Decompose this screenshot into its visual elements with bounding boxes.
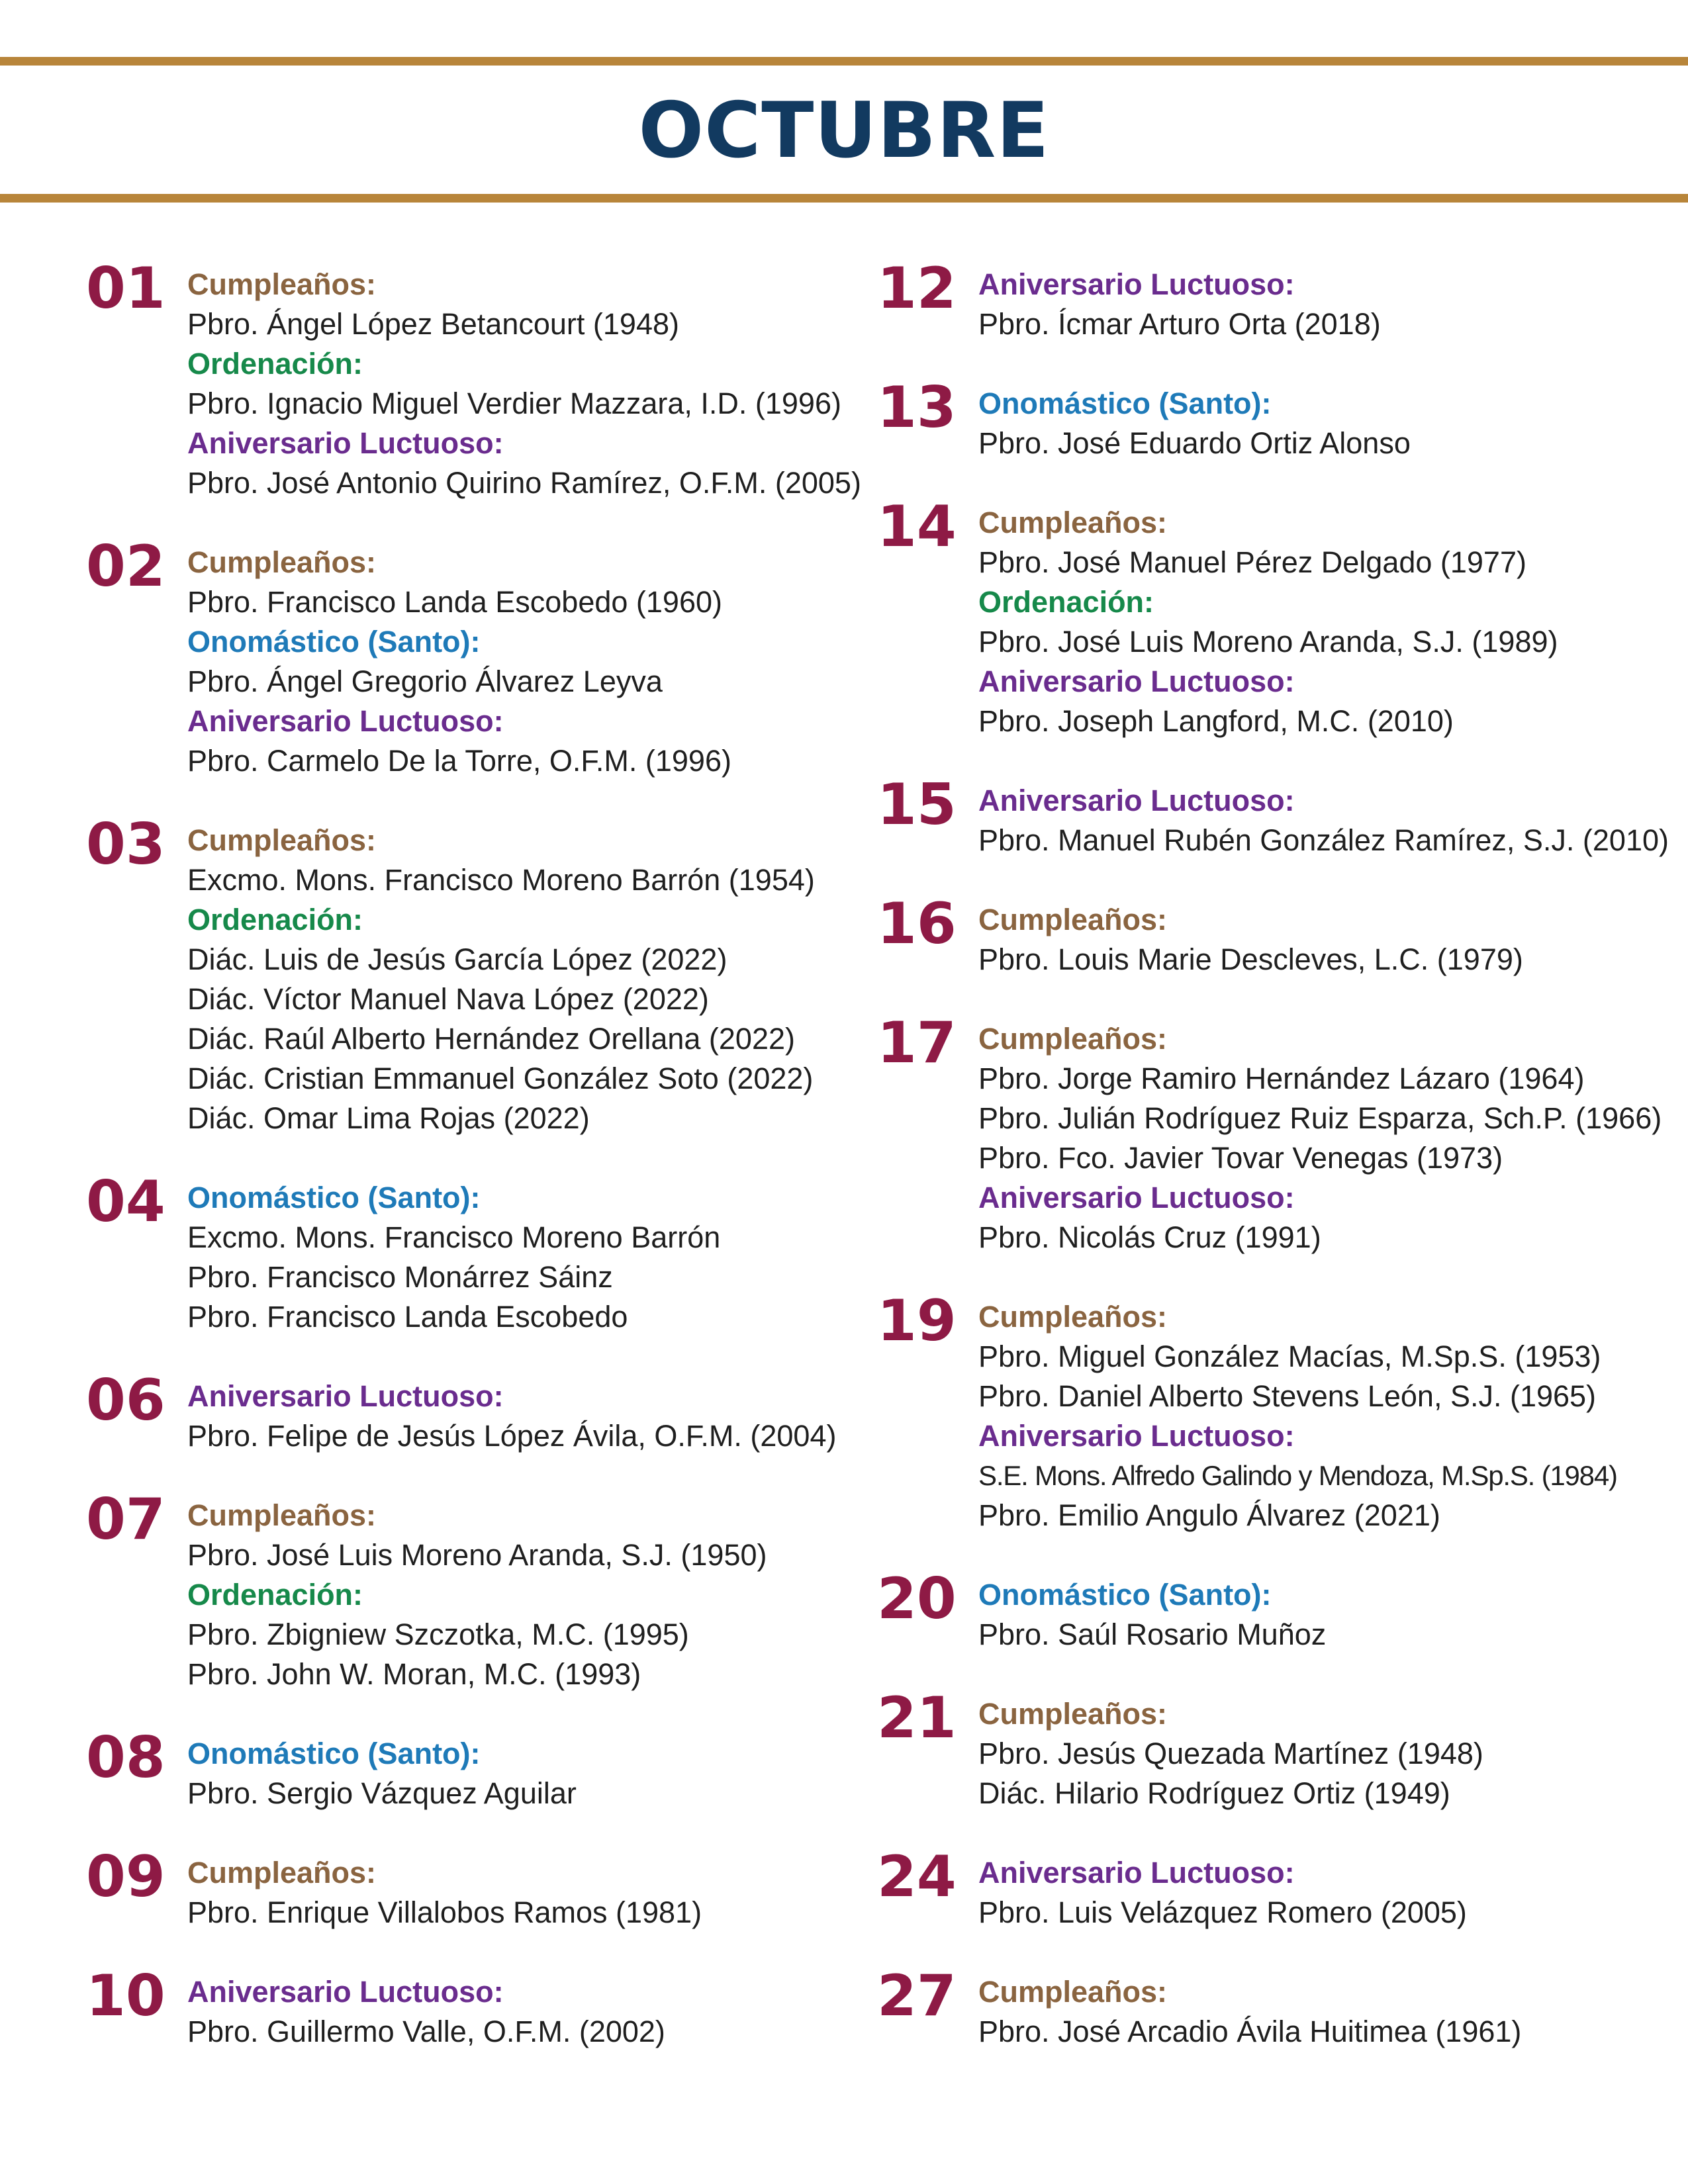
category-heading-cumple: Cumpleaños: (978, 1022, 1168, 1056)
person-name: Pbro. Francisco Landa Escobedo (1960) (187, 585, 722, 619)
person-name: Excmo. Mons. Francisco Moreno Barrón (1954) (187, 863, 815, 897)
page-title: OCTUBRE (638, 86, 1050, 175)
category-heading-luct: Aniversario Luctuoso: (978, 1181, 1295, 1214)
category-heading-orden: Ordenación: (187, 903, 363, 936)
category-heading-onom: Onomástico (Santo): (187, 1737, 481, 1770)
person-name: Pbro. John W. Moran, M.C. (1993) (187, 1657, 641, 1691)
category-heading-cumple: Cumpleaños: (187, 545, 377, 579)
person-name: Diác. Hilario Rodríguez Ortiz (1949) (978, 1776, 1450, 1810)
person-name: Pbro. Jesús Quezada Martínez (1948) (978, 1737, 1483, 1770)
entry-lines (978, 503, 1558, 741)
day-number: 19 (877, 1288, 957, 1354)
day-number: 13 (877, 375, 957, 441)
day-number: 04 (86, 1169, 165, 1235)
entry-lines (978, 265, 1381, 344)
entry-lines (978, 384, 1411, 463)
person-name: Diác. Cristian Emmanuel González Soto (2022) (187, 1062, 814, 1095)
person-name: Pbro. Julián Rodríguez Ruiz Esparza, Sch.P. (1966) (978, 1101, 1662, 1135)
category-heading-onom: Onomástico (Santo): (978, 1578, 1272, 1612)
category-heading-onom: Onomástico (Santo): (187, 625, 481, 659)
day-number: 16 (877, 891, 957, 957)
category-heading-onom: Onomástico (Santo): (187, 1181, 481, 1214)
person-name: Diác. Omar Lima Rojas (2022) (187, 1101, 590, 1135)
day-number: 12 (877, 255, 957, 322)
category-heading-luct: Aniversario Luctuoso: (187, 704, 504, 738)
category-heading-orden: Ordenación: (187, 1578, 363, 1612)
category-heading-cumple: Cumpleaños: (978, 1697, 1168, 1731)
category-heading-luct: Aniversario Luctuoso: (978, 664, 1295, 698)
person-name: Diác. Víctor Manuel Nava López (2022) (187, 982, 709, 1016)
person-name: Pbro. Luis Velázquez Romero (2005) (978, 1895, 1467, 1929)
day-number: 20 (877, 1566, 957, 1632)
entry-lines (978, 1297, 1617, 1535)
person-name: Pbro. José Arcadio Ávila Huitimea (1961) (978, 2015, 1522, 2048)
category-heading-cumple: Cumpleaños: (187, 267, 377, 301)
category-heading-onom: Onomástico (Santo): (978, 387, 1272, 420)
category-heading-luct: Aniversario Luctuoso: (978, 1856, 1295, 1889)
person-name: S.E. Mons. Alfredo Galindo y Mendoza, M.Sp.S. (1984) (978, 1460, 1617, 1491)
entry-lines (978, 1019, 1662, 1257)
person-name: Pbro. Francisco Monárrez Sáinz (187, 1260, 613, 1294)
day-number: 06 (86, 1367, 165, 1433)
day-number: 27 (877, 1963, 957, 2029)
day-number: 10 (86, 1963, 165, 2029)
person-name: Pbro. Felipe de Jesús López Ávila, O.F.M. (2004) (187, 1419, 837, 1453)
person-name: Pbro. José Manuel Pérez Delgado (1977) (978, 545, 1526, 579)
category-heading-cumple: Cumpleaños: (187, 823, 377, 857)
person-name: Pbro. José Luis Moreno Aranda, S.J. (1989) (978, 625, 1558, 659)
person-name: Pbro. Guillermo Valle, O.F.M. (2002) (187, 2015, 665, 2048)
category-heading-cumple: Cumpleaños: (978, 506, 1168, 539)
day-number: 09 (86, 1844, 165, 1910)
person-name: Pbro. Ángel Gregorio Álvarez Leyva (187, 664, 663, 698)
person-name: Pbro. Carmelo De la Torre, O.F.M. (1996) (187, 744, 731, 778)
day-number: 01 (86, 255, 165, 322)
person-name: Pbro. Sergio Vázquez Aguilar (187, 1776, 577, 1810)
day-number: 24 (877, 1844, 957, 1910)
category-heading-luct: Aniversario Luctuoso: (978, 1419, 1295, 1453)
day-number: 21 (877, 1685, 957, 1751)
person-name: Pbro. Francisco Landa Escobedo (187, 1300, 628, 1334)
person-name: Pbro. Manuel Rubén González Ramírez, S.J. (2010) (978, 823, 1669, 857)
category-heading-cumple: Cumpleaños: (978, 1300, 1168, 1334)
person-name: Pbro. Enrique Villalobos Ramos (1981) (187, 1895, 702, 1929)
entry-lines (978, 1972, 1521, 2052)
category-heading-luct: Aniversario Luctuoso: (978, 267, 1295, 301)
category-heading-luct: Aniversario Luctuoso: (187, 1975, 504, 2009)
person-name: Pbro. Saúl Rosario Muñoz (978, 1617, 1327, 1651)
day-number: 02 (86, 533, 165, 600)
category-heading-luct: Aniversario Luctuoso: (978, 784, 1295, 817)
category-heading-cumple: Cumpleaños: (187, 1498, 377, 1532)
day-number: 15 (877, 772, 957, 838)
category-heading-luct: Aniversario Luctuoso: (187, 1379, 504, 1413)
entry-lines (978, 1575, 1326, 1655)
day-number: 03 (86, 811, 165, 878)
person-name: Excmo. Mons. Francisco Moreno Barrón (187, 1220, 721, 1254)
entry-lines (978, 1694, 1483, 1813)
category-heading-orden: Ordenación: (978, 585, 1154, 619)
person-name: Pbro. Nicolás Cruz (1991) (978, 1220, 1321, 1254)
person-name: Diác. Raúl Alberto Hernández Orellana (2022) (187, 1022, 795, 1056)
person-name: Pbro. José Luis Moreno Aranda, S.J. (1950) (187, 1538, 767, 1572)
category-heading-orden: Ordenación: (187, 347, 363, 381)
person-name: Pbro. Jorge Ramiro Hernández Lázaro (1964) (978, 1062, 1585, 1095)
person-name: Pbro. Zbigniew Szczotka, M.C. (1995) (187, 1617, 689, 1651)
category-heading-luct: Aniversario Luctuoso: (187, 426, 504, 460)
person-name: Pbro. José Eduardo Ortiz Alonso (978, 426, 1411, 460)
person-name: Pbro. Ícmar Arturo Orta (2018) (978, 307, 1381, 341)
category-heading-cumple: Cumpleaños: (978, 1975, 1168, 2009)
person-name: Pbro. José Antonio Quirino Ramírez, O.F.M. (2005) (187, 466, 861, 500)
person-name: Pbro. Daniel Alberto Stevens León, S.J. (1965) (978, 1379, 1597, 1413)
day-number: 07 (86, 1486, 165, 1553)
person-name: Pbro. Ignacio Miguel Verdier Mazzara, I.D. (1996) (187, 387, 841, 420)
entry-lines (978, 1853, 1467, 1933)
person-name: Pbro. Miguel González Macías, M.Sp.S. (1953) (978, 1340, 1601, 1373)
person-name: Diác. Luis de Jesús García López (2022) (187, 942, 727, 976)
entry-lines (978, 900, 1523, 979)
person-name: Pbro. Louis Marie Descleves, L.C. (1979) (978, 942, 1523, 976)
category-heading-cumple: Cumpleaños: (978, 903, 1168, 936)
person-name: Pbro. Joseph Langford, M.C. (2010) (978, 704, 1454, 738)
person-name: Pbro. Ángel López Betancourt (1948) (187, 307, 679, 341)
day-number: 08 (86, 1725, 165, 1791)
person-name: Pbro. Fco. Javier Tovar Venegas (1973) (978, 1141, 1503, 1175)
day-number: 17 (877, 1010, 957, 1076)
category-heading-cumple: Cumpleaños: (187, 1856, 377, 1889)
day-number: 14 (877, 494, 957, 560)
entry-lines (978, 781, 1669, 860)
person-name: Pbro. Emilio Angulo Álvarez (2021) (978, 1498, 1440, 1532)
